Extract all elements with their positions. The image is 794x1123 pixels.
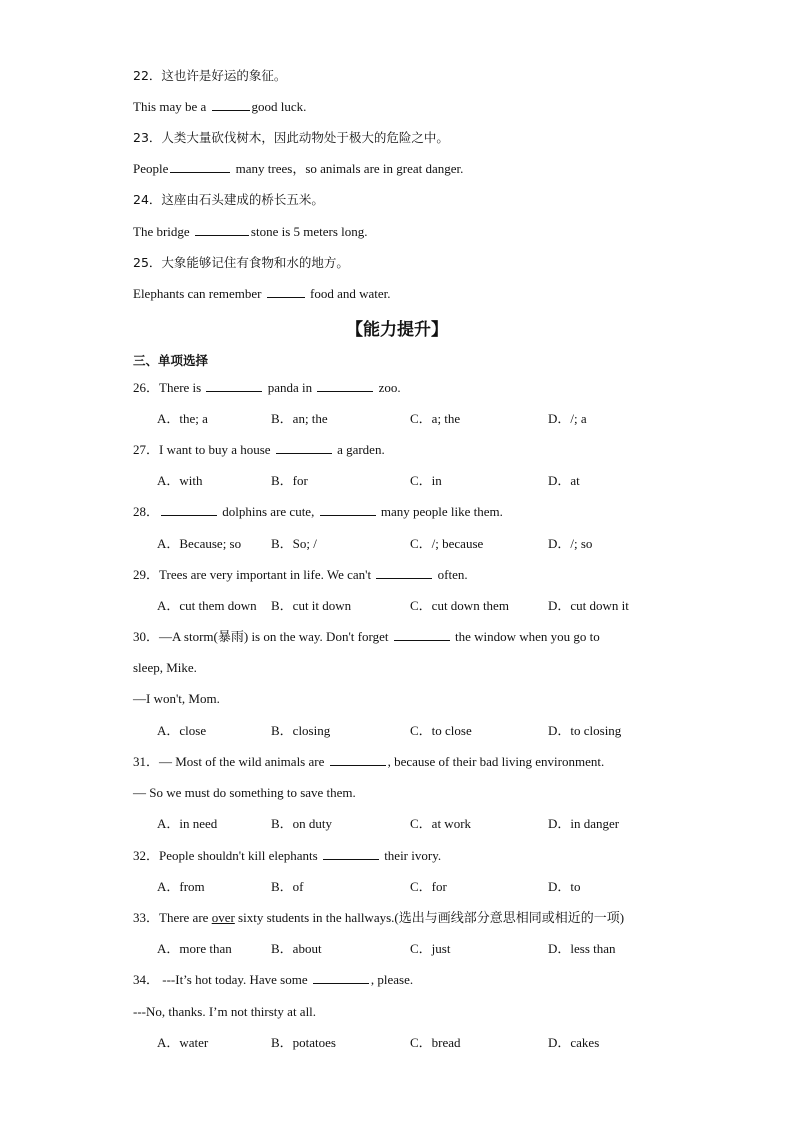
q27-option-b[interactable]: B．for (271, 473, 308, 488)
q29-option-a[interactable]: A．cut them down (157, 598, 257, 613)
q33-option-a[interactable]: A．more than (157, 941, 232, 956)
q23-text-a: People (133, 161, 169, 176)
q26-text-b: panda in (267, 380, 313, 395)
q31-option-d[interactable]: D．in danger (548, 816, 620, 831)
q33-option-c[interactable]: C．just (410, 941, 451, 956)
q33-underlined-word: over (211, 910, 235, 925)
q28-text-a: 28． (133, 504, 160, 519)
q22-chinese: 22．这也许是好运的象征。 (133, 68, 287, 83)
q30-option-a[interactable]: A．close (157, 723, 207, 738)
section-title: 三、单项选择 (133, 353, 209, 368)
q31-stem (133, 753, 604, 771)
q33-text-a: 33．There are (133, 910, 209, 925)
q34-text-b: , please. (370, 972, 414, 987)
q25-english (133, 285, 391, 303)
q26-option-b[interactable]: B．an; the (271, 411, 328, 426)
q28-option-d[interactable]: D．/; so (548, 536, 593, 551)
q34-stem (133, 971, 413, 989)
q26-option-a[interactable]: A．the; a (157, 411, 208, 426)
q26-blank-2[interactable] (317, 379, 373, 392)
q31-reply: — So we must do something to save them. (133, 785, 356, 800)
q30-text-b: the window when you go to (454, 629, 600, 644)
q26-option-d[interactable]: D．/; a (548, 411, 587, 426)
q28-option-a[interactable]: A．Because; so (157, 536, 242, 551)
q33-stem (133, 909, 624, 927)
q27-stem (133, 441, 385, 459)
q31-text-a: 31．— Most of the wild animals are (133, 754, 325, 769)
q27-option-c[interactable]: C．in (410, 473, 442, 488)
q22-text-b: good luck. (251, 99, 307, 114)
q25-blank[interactable] (267, 285, 305, 298)
q23-blank[interactable] (170, 160, 230, 173)
q30-reply: —I won't, Mom. (133, 691, 220, 706)
q28-blank-2[interactable] (320, 503, 376, 516)
q29-blank[interactable] (376, 566, 432, 579)
q23-text-b: many trees，so animals are in great danger. (235, 161, 464, 176)
q31-option-c[interactable]: C．at work (410, 816, 472, 831)
q29-stem (133, 566, 468, 584)
q26-stem (133, 379, 401, 397)
q22-blank[interactable] (212, 98, 250, 111)
q28-option-b[interactable]: B．So; / (271, 536, 317, 551)
q23-english (133, 160, 463, 178)
q22-text-a: This may be a (133, 99, 207, 114)
q29-option-d[interactable]: D．cut down it (548, 598, 629, 613)
q24-text-b: stone is 5 meters long. (250, 224, 368, 239)
q31-option-b[interactable]: B．on duty (271, 816, 333, 831)
q24-text-a: The bridge (133, 224, 190, 239)
q27-text-a: 27．I want to buy a house (133, 442, 271, 457)
q34-option-c[interactable]: C．bread (410, 1035, 461, 1050)
q27-text-b: a garden. (337, 442, 385, 457)
q33-text-b: sixty students in the hallways.(选出与画线部分意思相同或相近的一项) (238, 910, 625, 925)
q32-blank[interactable] (323, 847, 379, 860)
q32-stem (133, 847, 441, 865)
q32-option-b[interactable]: B．of (271, 879, 304, 894)
q32-option-d[interactable]: D．to (548, 879, 581, 894)
q27-option-d[interactable]: D．at (548, 473, 580, 488)
q30-stem-line2: sleep, Mike. (133, 660, 197, 675)
q32-option-a[interactable]: A．from (157, 879, 205, 894)
q23-chinese: 23．人类大量砍伐树木，因此动物处于极大的危险之中。 (133, 130, 449, 145)
q26-text-c: zoo. (378, 380, 401, 395)
ability-heading: 【能力提升】 (346, 320, 448, 340)
q26-blank-1[interactable] (206, 379, 262, 392)
q30-blank[interactable] (394, 628, 450, 641)
q26-text-a: 26．There is (133, 380, 202, 395)
q34-option-a[interactable]: A．water (157, 1035, 209, 1050)
q25-text-a: Elephants can remember (133, 286, 262, 301)
q34-text-a: 34． ---It’s hot today. Have some (133, 972, 308, 987)
q34-reply: ---No, thanks. I’m not thirsty at all. (133, 1004, 317, 1019)
q25-chinese: 25．大象能够记住有食物和水的地方。 (133, 255, 349, 270)
q24-blank[interactable] (195, 223, 249, 236)
q30-option-c[interactable]: C．to close (410, 723, 472, 738)
q27-option-a[interactable]: A．with (157, 473, 203, 488)
q30-option-d[interactable]: D．to closing (548, 723, 622, 738)
q30-stem (133, 628, 600, 646)
q32-option-c[interactable]: C．for (410, 879, 447, 894)
q27-blank[interactable] (276, 441, 332, 454)
q31-text-b: , because of their bad living environment. (387, 754, 605, 769)
q25-text-b: food and water. (310, 286, 391, 301)
q26-option-c[interactable]: C．a; the (410, 411, 461, 426)
q30-option-b[interactable]: B．closing (271, 723, 331, 738)
q34-option-d[interactable]: D．cakes (548, 1035, 600, 1050)
q28-text-c: many people like them. (380, 504, 503, 519)
q24-chinese: 24．这座由石头建成的桥长五米。 (133, 192, 324, 207)
q29-option-b[interactable]: B．cut it down (271, 598, 352, 613)
q30-text-a: 30．—A storm(暴雨) is on the way. Don't forget (133, 629, 389, 644)
q34-blank[interactable] (313, 971, 369, 984)
q31-option-a[interactable]: A．in need (157, 816, 218, 831)
q29-option-c[interactable]: C．cut down them (410, 598, 509, 613)
q28-stem (133, 503, 503, 521)
q32-text-b: their ivory. (384, 848, 442, 863)
q33-option-d[interactable]: D．less than (548, 941, 616, 956)
q34-option-b[interactable]: B．potatoes (271, 1035, 336, 1050)
q22-english (133, 98, 306, 116)
q28-text-b: dolphins are cute, (222, 504, 315, 519)
q31-blank[interactable] (330, 753, 386, 766)
q29-text-a: 29．Trees are very important in life. We can't (133, 567, 372, 582)
q28-option-c[interactable]: C．/; because (410, 536, 484, 551)
q32-text-a: 32．People shouldn't kill elephants (133, 848, 318, 863)
q33-option-b[interactable]: B．about (271, 941, 322, 956)
q28-blank-1[interactable] (161, 503, 217, 516)
q24-english (133, 223, 368, 241)
q29-text-b: often. (437, 567, 468, 582)
